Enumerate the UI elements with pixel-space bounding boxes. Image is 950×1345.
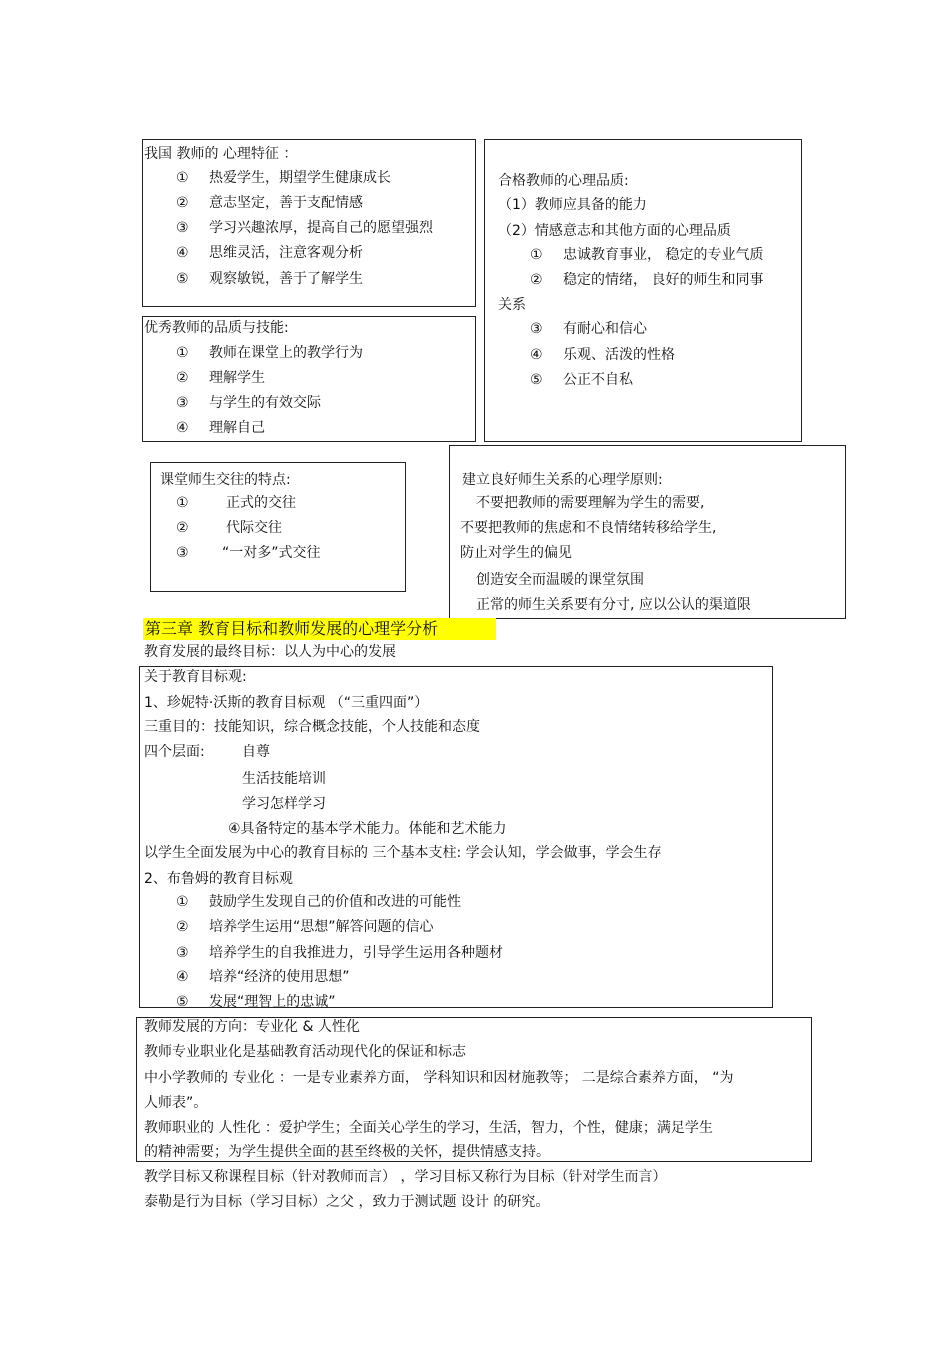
text-line: 1、珍妮特·沃斯的教育目标观 （“三重四面”） bbox=[144, 695, 429, 711]
text-line: ④具备特定的基本学术能力。体能和艺术能力 bbox=[228, 821, 507, 837]
box-title: 建立良好师生关系的心理学原则: bbox=[462, 472, 663, 488]
principle-line: 正常的师生关系要有分寸, 应以公认的渠道限 bbox=[476, 597, 751, 613]
text-line: 2、布鲁姆的教育目标观 bbox=[144, 871, 293, 887]
text-line: 生活技能培训 bbox=[242, 771, 326, 787]
box-title: 我国 教师的 心理特征 ： bbox=[144, 146, 298, 162]
footer-line: 泰勒是行为目标（学习目标）之父 ，致力于测试题 设计 的研究。 bbox=[144, 1194, 550, 1210]
principle-line: 不要把教师的需要理解为学生的需要, bbox=[476, 495, 705, 511]
subheading: （1）教师应具备的能力 bbox=[498, 197, 647, 213]
wrapped-text: 关系 bbox=[498, 297, 526, 313]
teacher-development-box bbox=[136, 1017, 812, 1162]
text-line: 教师专业职业化是基础教育活动现代化的保证和标志 bbox=[144, 1044, 466, 1060]
text-line: 人师表”。 bbox=[144, 1095, 208, 1111]
box-title: 优秀教师的品质与技能: bbox=[144, 320, 289, 336]
box-title: 关于教育目标观: bbox=[144, 669, 247, 685]
final-goal-line: 教育发展的最终目标：以人为中心的发展 bbox=[144, 644, 396, 660]
text-line: 的精神需要；为学生提供全面的甚至终极的关怀，提供情感支持。 bbox=[144, 1144, 550, 1160]
text-line: 教师职业的 人性化 ：爱护学生；全面关心学生的学习，生活，智力，个性，健康；满足学生 bbox=[144, 1120, 713, 1136]
text-line: 教师发展的方向：专业化 & 人性化 bbox=[144, 1019, 360, 1035]
box-title: 课堂师生交往的特点: bbox=[160, 472, 291, 488]
text-line: 四个层面: bbox=[144, 744, 205, 760]
chapter-heading: 第三章 教育目标和教师发展的心理学分析 bbox=[143, 618, 496, 640]
text-line: 三重目的：技能知识，综合概念技能，个人技能和态度 bbox=[144, 719, 480, 735]
text-line: 以学生全面发展为中心的教育目标的 三个基本支柱: 学会认知，学会做事，学会生存 bbox=[144, 845, 662, 861]
text-line: 自尊 bbox=[242, 744, 270, 760]
subheading: （2）情感意志和其他方面的心理品质 bbox=[498, 223, 731, 239]
principle-line: 不要把教师的焦虑和不良情绪转移给学生, bbox=[460, 520, 717, 536]
principle-line: 创造安全而温暖的课堂氛围 bbox=[476, 572, 644, 588]
text-line: 学习怎样学习 bbox=[242, 796, 326, 812]
box-title: 合格教师的心理品质: bbox=[498, 173, 629, 189]
text-line: 中小学教师的 专业化 ：一是专业素养方面， 学科知识和因材施教等； 二是综合素养方面， “为 bbox=[144, 1070, 734, 1086]
principle-line: 防止对学生的偏见 bbox=[460, 545, 572, 561]
footer-line: 教学目标又称课程目标（针对教师而言） ，学习目标又称行为目标（针对学生而言） bbox=[144, 1169, 667, 1185]
